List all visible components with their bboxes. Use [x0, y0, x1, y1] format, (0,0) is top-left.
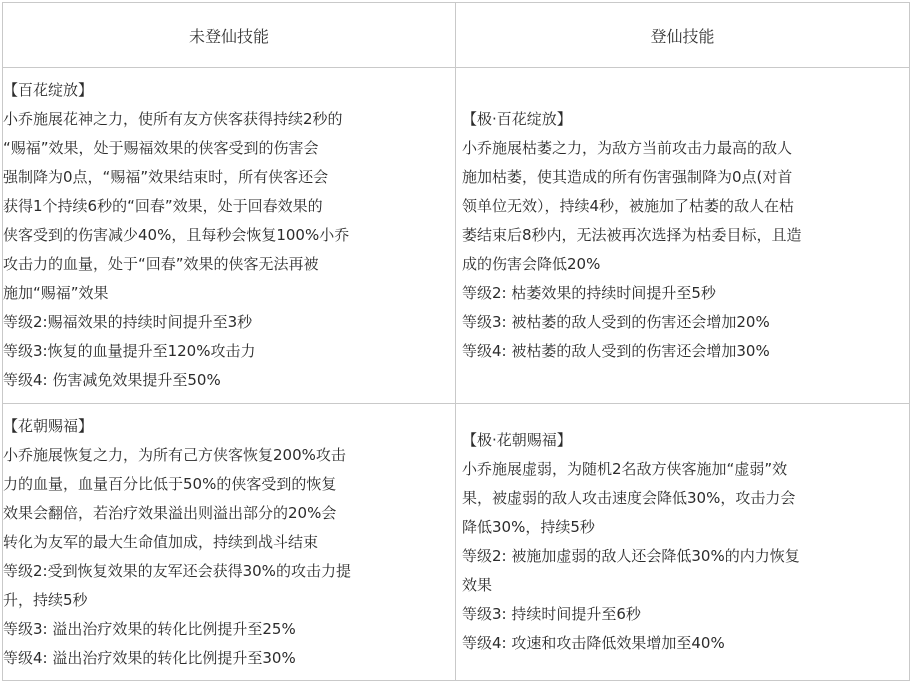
skill-desc-line: 攻击力的血量，处于“回春”效果的侠客无法再被	[3, 255, 319, 273]
skill-level-line: 等级2: 枯萎效果的持续时间提升至5秒	[462, 284, 716, 302]
skill-desc-line: “赐福”效果，处于赐福效果的侠客受到的伤害会	[3, 139, 319, 157]
skill-level-line: 等级4: 攻速和攻击降低效果增加至40%	[462, 634, 725, 652]
skill-level-line: 等级4: 溢出治疗效果的转化比例提升至30%	[3, 648, 296, 667]
skill-desc-line: 小乔施展恢复之力，为所有己方侠客恢复200%攻击	[3, 445, 346, 464]
skill-desc-line: 果，被虚弱的敌人攻击速度会降低30%，攻击力会	[462, 489, 796, 507]
skill-desc-line: 效果会翻倍，若治疗效果溢出则溢出部分的20%会	[3, 503, 337, 522]
skill-cell-hua-chao-ci-fu	[3, 404, 456, 681]
skill-desc-line: 转化为友军的最大生命值加成，持续到战斗结束	[3, 532, 319, 551]
skill-level-line: 效果	[462, 576, 493, 594]
skill-desc-line: 小乔施展虚弱，为随机2名敌方侠客施加“虚弱”效	[462, 460, 788, 478]
header-non-ascended: 未登仙技能	[3, 3, 456, 68]
skill-desc-line: 小乔施展花神之力，使所有友方侠客获得持续2秒的	[3, 110, 343, 128]
skill-desc-line: 力的血量，血量百分比低于50%的侠客受到的恢复	[3, 474, 337, 493]
skill-level-line: 升，持续5秒	[3, 590, 88, 609]
skill-title: 【百花绽放】	[3, 81, 94, 99]
skills-comparison-table	[2, 2, 910, 681]
skill-desc-line: 侠客受到的伤害减少40%，且每秒会恢复100%小乔	[3, 226, 350, 244]
skill-level-line: 等级3:恢复的血量提升至120%攻击力	[3, 342, 256, 360]
skill-level-line: 等级2:赐福效果的持续时间提升至3秒	[3, 313, 253, 331]
skill-level-line: 等级2: 被施加虚弱的敌人还会降低30%的内力恢复	[462, 547, 800, 565]
skill-desc-line: 获得1个持续6秒的“回春”效果，处于回春效果的	[3, 197, 323, 215]
skill-title: 【花朝赐福】	[3, 416, 94, 435]
header-ascended: 登仙技能	[456, 3, 910, 68]
skill-desc-line: 降低30%，持续5秒	[462, 518, 595, 536]
skill-desc-line: 成的伤害会降低20%	[462, 255, 601, 273]
skill-level-line: 等级3: 被枯萎的敌人受到的伤害还会增加20%	[462, 313, 770, 331]
skill-level-line: 等级2:受到恢复效果的友军还会获得30%的攻击力提	[3, 561, 351, 580]
skill-desc-line: 施加“赐福”效果	[3, 284, 109, 302]
skill-row-1	[3, 68, 910, 404]
skill-desc-line: 萎结束后8秒内，无法被再次选择为枯委目标，且造	[462, 226, 802, 244]
skill-desc-line: 强制降为0点，“赐福”效果结束时，所有侠客还会	[3, 168, 329, 186]
skill-desc-line: 领单位无效），持续4秒，被施加了枯萎的敌人在枯	[462, 197, 795, 215]
skill-cell-bai-hua-zhan-fang	[3, 68, 456, 404]
skill-cell-ji-hua-chao-ci-fu	[456, 404, 910, 681]
skill-level-line: 等级3: 持续时间提升至6秒	[462, 605, 641, 623]
skill-title: 【极·花朝赐福】	[462, 431, 572, 449]
skill-cell-ji-bai-hua-zhan-fang	[456, 68, 910, 404]
skill-title: 【极·百花绽放】	[462, 110, 572, 128]
skill-desc-line: 施加枯萎，使其造成的所有伤害强制降为0点(对首	[462, 168, 793, 186]
skill-level-line: 等级3: 溢出治疗效果的转化比例提升至25%	[3, 619, 296, 638]
skill-row-2	[3, 404, 910, 681]
skill-level-line: 等级4: 伤害减免效果提升至50%	[3, 371, 221, 389]
skill-level-line: 等级4: 被枯萎的敌人受到的伤害还会增加30%	[462, 342, 770, 360]
skill-desc-line: 小乔施展枯萎之力，为敌方当前攻击力最高的敌人	[462, 139, 793, 157]
header-row	[3, 3, 910, 68]
